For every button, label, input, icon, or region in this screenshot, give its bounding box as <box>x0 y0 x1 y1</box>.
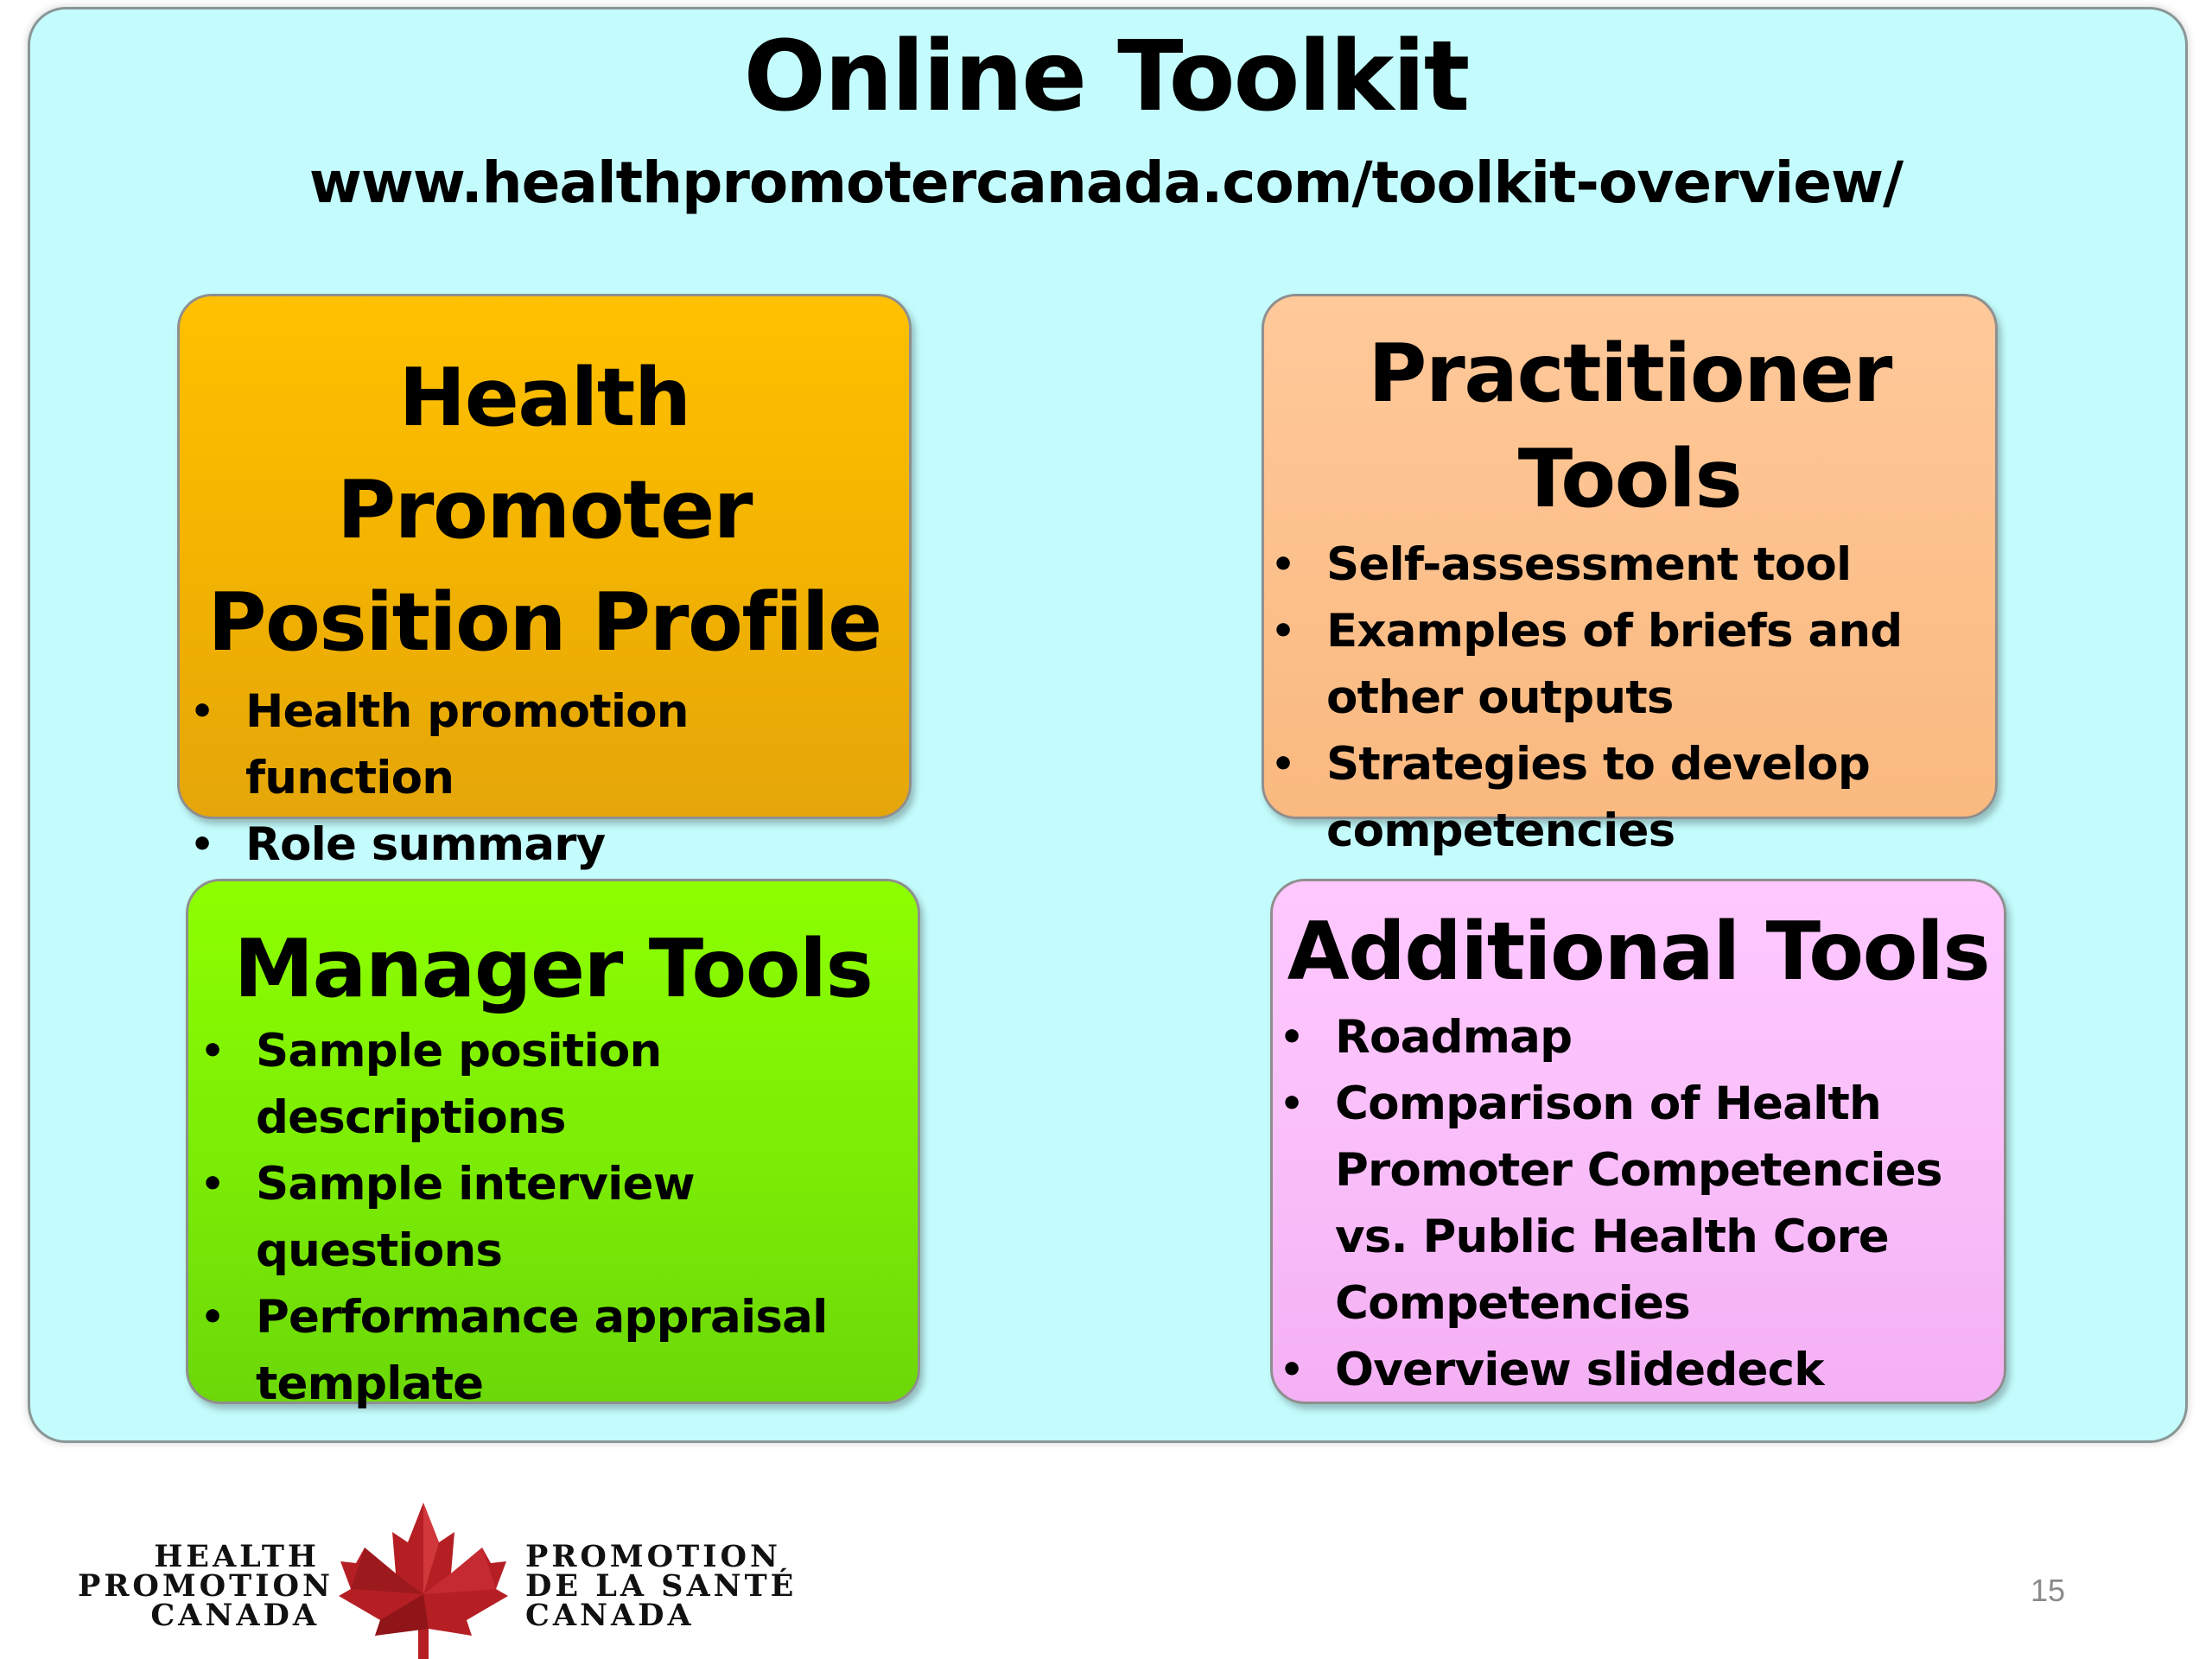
manager-tools-title: Manager Tools <box>233 922 873 1015</box>
health-promoter-profile-title <box>180 341 909 678</box>
bullet-icon: • <box>1271 609 1295 653</box>
health-promoter-profile-box <box>177 294 912 871</box>
practitioner-tools-box <box>1262 294 1998 857</box>
manager-tools-box <box>186 879 920 1410</box>
maple-leaf-icon <box>337 1499 510 1659</box>
title-line-2: Position Profile <box>207 575 881 669</box>
list-item: • Self-assessment tool <box>1264 531 1995 598</box>
bullet-icon: • <box>200 1162 225 1206</box>
logo-text-french: PROMOTION DE LA SANTÉ CANADA <box>525 1539 798 1633</box>
bullet-icon: • <box>200 1029 225 1073</box>
bullet-icon: • <box>1280 1015 1304 1059</box>
list-item: • Roadmap <box>1273 1004 2004 1071</box>
bullet-icon: • <box>190 823 214 867</box>
page-number: 15 <box>2031 1573 2066 1608</box>
slide-title: Online Toolkit <box>743 21 1469 133</box>
bullet-icon: • <box>1280 1082 1304 1126</box>
bullet-icon: • <box>190 690 214 734</box>
list-item: • Strategies to develop competencies <box>1264 731 1995 864</box>
list-item: • Health promotion function <box>183 678 909 811</box>
bullet-icon: • <box>200 1295 225 1339</box>
practitioner-tools-title: Practitioner Tools <box>1368 327 1891 525</box>
toolkit-url[interactable]: www.healthpromotercanada.com/toolkit-overview/ <box>308 149 1904 216</box>
manager-tools-list <box>188 1018 918 1417</box>
bullet-icon: • <box>1280 1348 1304 1392</box>
health-promotion-canada-logo <box>78 1499 798 1659</box>
practitioner-tools-list <box>1264 531 1995 864</box>
list-item: • Examples of briefs and other outputs <box>1264 598 1995 731</box>
list-item: • Role summary <box>183 811 909 878</box>
list-item: • Sample position descriptions <box>194 1018 918 1151</box>
bullet-icon: • <box>1271 543 1295 587</box>
list-item: • Comparison of Health Promoter Competencies vs. Public Health Core Competencies <box>1273 1071 2004 1337</box>
list-item: • Sample interview questions <box>194 1151 918 1284</box>
additional-tools-title: Additional Tools <box>1287 905 1990 998</box>
title-line-1: Health Promoter <box>336 351 753 556</box>
bullet-icon: • <box>1271 742 1295 786</box>
list-item: • Overview slidedeck <box>1273 1337 2004 1403</box>
logo-text-english: HEALTH PROMOTION CANADA <box>78 1539 334 1633</box>
additional-tools-box <box>1270 879 2006 1404</box>
list-item: • Performance appraisal template <box>194 1284 918 1417</box>
additional-tools-list <box>1273 1004 2004 1403</box>
